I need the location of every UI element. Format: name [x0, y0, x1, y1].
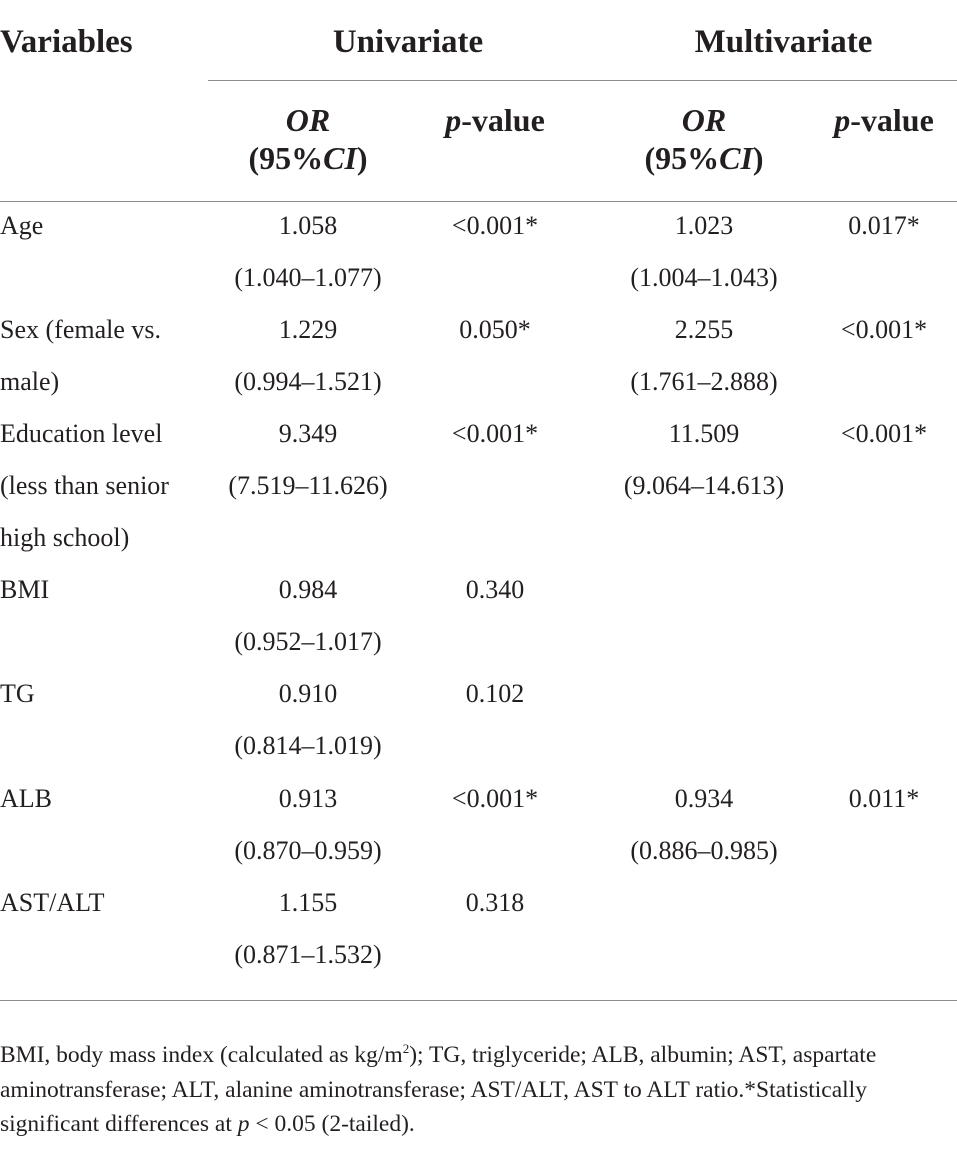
ci-open: (95%: [248, 140, 324, 176]
ci-text: CI: [323, 140, 357, 176]
header-rule: [208, 80, 957, 81]
table-footnote: BMI, body mass index (calculated as $kg/m^2$); TG, triglyceride; ALB, albumin; AST, aspartate aminotransferase; ALT, alanine aminotransferase; AST/ALT, AST to ALT ratio.*Statistically significant differences at p < 0.05 (2-tailed).: [0, 1041, 877, 1137]
table-cell-uni-p: <0.001*: [451, 211, 539, 240]
table-cell-multi-p: 0.017*: [848, 211, 920, 240]
table-cell-uni-p: <0.001*: [451, 784, 539, 813]
table-row-label: AST/ALT: [0, 888, 105, 917]
header-bottom-rule: [0, 201, 957, 202]
table-cell-multi-p: <0.001*: [840, 315, 928, 344]
table-cell-multi-or: 1.023 (1.004–1.043): [630, 211, 778, 292]
ci-close: ): [356, 140, 368, 176]
table-cell-uni-p: 0.340: [465, 575, 525, 604]
subheader-multi-p: [811, 101, 957, 139]
table-row-label: BMI: [0, 575, 50, 604]
header-multivariate: Multivariate: [694, 24, 873, 60]
or-text: OR: [681, 102, 727, 138]
table-cell-uni-p: 0.102: [465, 679, 525, 708]
or-text: OR: [285, 102, 331, 138]
table-cell-uni-or: 9.349 (7.519–11.626): [228, 419, 388, 500]
subheader-uni-or: [208, 101, 408, 177]
table-cell-uni-p: 0.050*: [459, 315, 531, 344]
table-cell-uni-or: 0.910 (0.814–1.019): [234, 679, 382, 760]
table-cell-uni-or: 1.155 (0.871–1.532): [234, 888, 382, 969]
table-cell-uni-or: 0.984 (0.952–1.017): [234, 575, 382, 656]
p-text: p: [445, 102, 462, 138]
table-cell-multi-p: <0.001*: [840, 419, 928, 448]
header-variables: Variables: [0, 24, 133, 60]
ci-open: (95%: [644, 140, 720, 176]
ci-close: ): [752, 140, 764, 176]
table-cell-uni-or: 0.913 (0.870–0.959): [234, 784, 382, 865]
table-row-label: TG: [0, 679, 35, 708]
table-cell-uni-p: <0.001*: [451, 419, 539, 448]
table-cell-multi-or: 11.509 (9.064–14.613): [623, 419, 785, 500]
table-row-label: Sex (female vs. male): [0, 315, 162, 396]
table-row-label: ALB: [0, 784, 52, 813]
table-cell-uni-or: 1.058 (1.040–1.077): [234, 211, 382, 292]
header-univariate: Univariate: [332, 24, 484, 60]
table-bottom-rule: [0, 1000, 957, 1001]
p-suffix: -value: [850, 102, 934, 138]
table-row-label: Age: [0, 211, 44, 240]
p-suffix: -value: [461, 102, 545, 138]
table-cell-multi-or: 0.934 (0.886–0.985): [630, 784, 778, 865]
table-cell-uni-p: 0.318: [465, 888, 525, 917]
table-cell-multi-or: 2.255 (1.761–2.888): [630, 315, 778, 396]
ci-text: CI: [719, 140, 753, 176]
subheader-multi-or: [604, 101, 804, 177]
table-cell-uni-or: 1.229 (0.994–1.521): [234, 315, 382, 396]
subheader-uni-p: [420, 101, 570, 139]
p-text: p: [834, 102, 851, 138]
table-cell-multi-p: 0.011*: [848, 784, 920, 813]
table-row-label: Education level (less than senior high school): [0, 419, 169, 552]
